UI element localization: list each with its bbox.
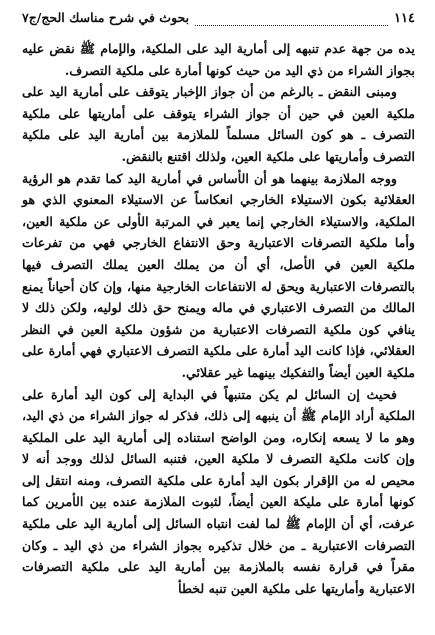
running-title: بحوث في شرح مناسك الحج/ج٧ bbox=[22, 10, 190, 25]
page-body bbox=[22, 38, 415, 599]
header-dotted-leader bbox=[195, 17, 388, 26]
paragraph-4: فحيث إن السائل لم يكن متنبهاً في البداية إلى كون اليد أمارة على الملكية أراد الإمام ﷺ أن ينبهه إلى ذلك، فذكر له جواز الشراء من ذي اليد، وهو ما لا يسعه إنكاره، ومن الواضح استناده إلى أمارية اليد على الملكية وإن كانت ملكية التصرف لا ملكية العين، فتنبه السائل لذلك ووجد أنه لا محيص له من الإقرار بكون اليد أمارة على ملكية التصرف، ومنه انتقل إلى كونها أمارة على مليكة العين أيضاً، لثبوت الملازمة عنده بين الأمرين كما عرفت، أي أن الإمام ﷺ لما لفت انتباه السائل إلى أمارية اليد على ملكية التصرفات الاعتبارية ـ من خلال تذكيره بجواز الشراء من ذي اليد ـ وكان مقراً في قرارة نفسه بالملازمة بين أمارية اليد على ملكية التصرفات الاعتبارية وأماريتها على ملكية العين تنبه لخطأ bbox=[22, 386, 415, 596]
page-header bbox=[22, 10, 415, 32]
book-page bbox=[22, 10, 415, 625]
paragraph-3: ووجه الملازمة بينهما هو أن الأساس في أمارية اليد كما تقدم هو الرؤية العقلائية بكون الاستيلاء الخارجي انعكاساً عن الاستيلاء المعنوي الذي هو الملكية، والاستيلاء الخارجي إنما يعبر في المرتبة الأولى عن ملكية العين، وأما ملكية التصرفات الاعتبارية وحق الانتفاع الخارجي فهي من تفرعات ملكية العين في الأصل، أي أن من يملك العين يملك التصرف فيها بالتصرفات الاعتبارية ويحق له الانتفاعات الخارجية منها، وإن كان أحياناً يمنع المالك من التصرف الاعتباري في ماله ويمنح حق ذلك لوليه، ولكن ذلك لا ينافي كون ملكية التصرفات الاعتبارية من شؤون ملكية العين في النظر العقلائي، فإذا كانت اليد أمارة على ملكية التصرف الاعتباري فهي أمارة على ملكية العين أيضاً والتفكيك بينهما غير عقلائي. bbox=[22, 170, 415, 380]
paragraph-1: يده من جهة عدم تنبهه إلى أمارية اليد على الملكية، والإمام ﷺ نقض عليه بجواز الشراء من ذي اليد من حيث كونها أمارة على ملكية التصرف. bbox=[22, 41, 415, 78]
paragraph-2: ومبنى النقض ـ بالرغم من أن جواز الإخبار يتوقف على أمارية اليد على ملكية العين في حين أن جواز الشراء يتوقف على أماريتها على ملكية التصرف ـ هو كون السائل مسلماً للملازمة بين أمارية اليد على ملكية التصرف وأماريتها على ملكية العين، ولذلك اقتنع بالنقض. bbox=[22, 84, 415, 164]
page-number: ١١٤ bbox=[394, 11, 415, 26]
